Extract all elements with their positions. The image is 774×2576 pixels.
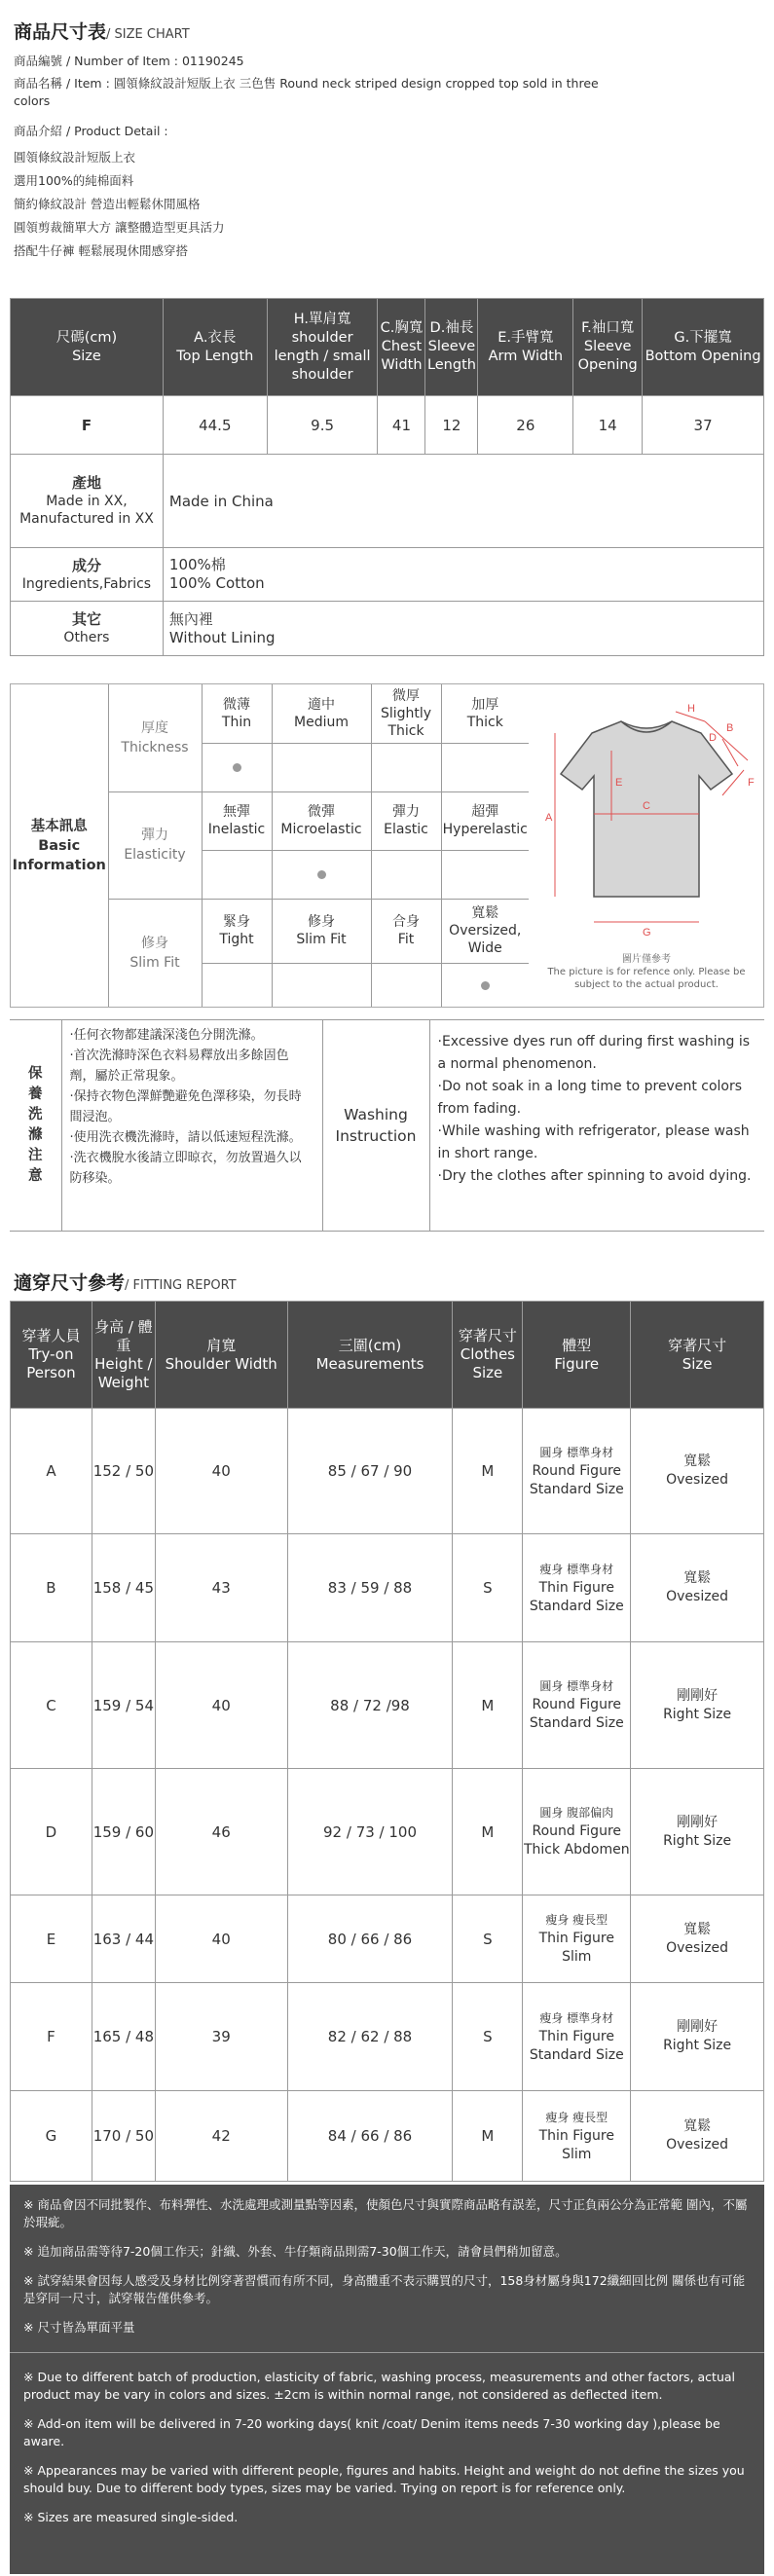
header-shoulder: H.單肩寬 shoulder length / small shoulder [267, 299, 378, 396]
fitting-table-header [11, 1302, 764, 1409]
detail-line: 圓領條紋設計短版上衣 [14, 150, 136, 165]
fit-person: D [11, 1769, 92, 1895]
fit-mark-cell [441, 963, 529, 1007]
note-en: ※ Sizes are measured single-sided. [23, 2510, 239, 2524]
fitting-row [11, 1769, 764, 1895]
header-size: 尺碼(cm) Size [11, 299, 164, 396]
thickness-mark-cell [441, 743, 529, 791]
fit-shoulder: 42 [155, 2091, 287, 2182]
note-en: ※ Add-on item will be delivered in 7-20 working days( knit /coat/ Denim items needs 7-30 working day ),please be aware. [23, 2416, 720, 2448]
size-cell: 26 [478, 396, 573, 455]
size-cell: 44.5 [163, 396, 267, 455]
garment-diagram [532, 692, 761, 945]
fit-size: M [453, 1642, 523, 1769]
fit-person: G [11, 2091, 92, 2182]
elasticity-mark-cell [441, 850, 529, 899]
item-name: 商品名稱 / Item : 圓領條紋設計短版上衣 三色售 Round neck striped design cropped top sold in three colors [14, 76, 599, 108]
fit-figure: 圓身 標準身材 Round Figure Standard Size [523, 1409, 631, 1534]
detail-line: 圓領剪裁簡單大方 讓整體造型更具活力 [14, 220, 225, 235]
elasticity-option: 彈力 Elastic [371, 791, 441, 850]
fit-size: M [453, 2091, 523, 2182]
elasticity-option: 微彈 Microelastic [272, 791, 371, 850]
thickness-selected-dot [233, 763, 241, 772]
fit-size: S [453, 1534, 523, 1642]
fit-selected-dot [481, 981, 490, 990]
fit-mark-cell [202, 963, 272, 1007]
size-cell: F [11, 396, 164, 455]
size-cell: 9.5 [267, 396, 378, 455]
fit-label: 修身 Slim Fit [108, 899, 202, 1007]
fit-option: 合身 Fit [371, 899, 441, 963]
fit-shoulder: 40 [155, 1895, 287, 1983]
fit-hw: 170 / 50 [92, 2091, 155, 2182]
fit-size: S [453, 1983, 523, 2091]
fit-figure: 瘦身 標準身材 Thin Figure Standard Size [523, 1534, 631, 1642]
header-arm-width: E.手臂寬 Arm Width [478, 299, 573, 396]
header-measurements: 三圍(cm) Measurements [287, 1302, 453, 1409]
basic-info-panel [10, 683, 764, 1008]
fit-mark-cell [272, 963, 371, 1007]
fit-size: M [453, 1769, 523, 1895]
detail-line: 簡約條紋設計 營造出輕鬆休閒風格 [14, 197, 201, 211]
fit-result: 寬鬆 Ovesized [631, 1534, 764, 1642]
washing-zh-item: ·使用洗衣機洗滌時，請以低速短程洗滌。 [69, 1130, 302, 1145]
note-en: ※ Due to different batch of production, elasticity of fabric, washing process, measurements and other factors, actual product may be vary in colors and sizes. ±2cm is within normal range, not considered as deflected item. [23, 2370, 735, 2402]
washing-en-list [429, 1019, 764, 1231]
washing-en-item: ·Do not soak in a long time to prevent colors from fading. [437, 1079, 743, 1117]
fit-hw: 158 / 45 [92, 1534, 155, 1642]
size-cell: 41 [378, 396, 425, 455]
notes-divider [10, 2352, 764, 2353]
washing-zh-item: ·首次洗滌時深色衣料易釋放出多餘固色劑，屬於正常現象。 [69, 1049, 289, 1084]
others-row [11, 602, 764, 656]
thickness-option: 加厚 Thick [441, 684, 529, 743]
washing-table [10, 1019, 764, 1231]
origin-value: Made in China [163, 455, 763, 548]
fit-result: 寬鬆 Ovesized [631, 1409, 764, 1534]
diagram-letter: C [643, 800, 650, 812]
fit-figure: 瘦身 瘦長型 Thin Figure Slim [523, 2091, 631, 2182]
header-top-length: A.衣長 Top Length [163, 299, 267, 396]
elasticity-mark-cell [371, 850, 441, 899]
thickness-mark-cell [272, 743, 371, 791]
thickness-mark-cell [371, 743, 441, 791]
washing-zh-list [61, 1019, 322, 1231]
header-clothes-size: 穿著尺寸 Clothes Size [453, 1302, 523, 1409]
washing-label-zh: 保養洗滌注意 [10, 1019, 61, 1231]
fit-person: A [11, 1409, 92, 1534]
ingredients-value: 100%棉 100% Cotton [163, 548, 763, 602]
fit-figure: 瘦身 瘦長型 Thin Figure Slim [523, 1895, 631, 1983]
others-value: 無內裡 Without Lining [163, 602, 763, 656]
fit-hw: 159 / 54 [92, 1642, 155, 1769]
diagram-letter: H [687, 703, 695, 715]
fit-option: 修身 Slim Fit [272, 899, 371, 963]
product-details [14, 146, 224, 263]
fit-figure: 圓身 腹部偏肉 Round Figure Thick Abdomen [523, 1769, 631, 1895]
diagram-letter: D [709, 732, 717, 744]
fit-shoulder: 43 [155, 1534, 287, 1642]
basic-info-table [11, 684, 529, 1007]
fit-measure: 84 / 66 / 86 [287, 2091, 453, 2182]
note-en: ※ Appearances may be varied with different people, figures and habits. Height and weight do not define the sizes you should buy. Due to different body types, sizes may be varied. Trying on report is for reference only. [23, 2463, 745, 2495]
header-sleeve-opening: F.袖口寬 Sleeve Opening [573, 299, 643, 396]
fit-result: 剛剛好 Right Size [631, 1983, 764, 2091]
washing-en-item: ·While washing with refrigerator, please wash in short range. [437, 1123, 750, 1161]
ingredients-row [11, 548, 764, 602]
fitting-table [10, 1301, 764, 2182]
size-row-f [11, 396, 764, 455]
washing-top-rule [10, 1019, 764, 1020]
fit-measure: 83 / 59 / 88 [287, 1534, 453, 1642]
fit-hw: 159 / 60 [92, 1769, 155, 1895]
ingredients-label: 成分 Ingredients,Fabrics [11, 548, 164, 602]
fit-size: S [453, 1895, 523, 1983]
fit-option: 緊身 Tight [202, 899, 272, 963]
fit-measure: 88 / 72 /98 [287, 1642, 453, 1769]
fitting-row [11, 1642, 764, 1769]
fitting-row [11, 1534, 764, 1642]
header-shoulder-width: 肩寬 Shoulder Width [155, 1302, 287, 1409]
elasticity-mark-cell [202, 850, 272, 899]
header-height-weight: 身高 / 體重 Height / Weight [92, 1302, 155, 1409]
thickness-option: 適中 Medium [272, 684, 371, 743]
fit-figure: 圓身 標準身材 Round Figure Standard Size [523, 1642, 631, 1769]
fit-mark-cell [371, 963, 441, 1007]
fit-measure: 85 / 67 / 90 [287, 1409, 453, 1534]
fit-shoulder: 46 [155, 1769, 287, 1895]
elasticity-option: 無彈 Inelastic [202, 791, 272, 850]
thickness-option: 微薄 Thin [202, 684, 272, 743]
fit-measure: 80 / 66 / 86 [287, 1895, 453, 1983]
size-cell: 12 [425, 396, 478, 455]
fitting-row [11, 1983, 764, 2091]
fit-hw: 163 / 44 [92, 1895, 155, 1983]
size-cell: 14 [573, 396, 643, 455]
fitting-report-title: 適穿尺寸參考/ FITTING REPORT [14, 1272, 237, 1294]
item-number: 商品編號 / Number of Item : 01190245 [14, 54, 244, 68]
fitting-row [11, 1409, 764, 1534]
header-figure: 體型 Figure [523, 1302, 631, 1409]
fitting-row [11, 2091, 764, 2182]
fit-hw: 165 / 48 [92, 1983, 155, 2091]
fit-measure: 82 / 62 / 88 [287, 1983, 453, 2091]
washing-en-item: ·Dry the clothes after spinning to avoid dying. [437, 1168, 752, 1184]
others-label: 其它 Others [11, 602, 164, 656]
fit-figure: 瘦身 標準身材 Thin Figure Standard Size [523, 1983, 631, 2091]
note-zh: ※ 追加商品需等待7-20個工作天；針織、外套、牛仔類商品則需7-30個工作天，請會員們稍加留意。 [23, 2244, 568, 2259]
header-bottom-opening: G.下擺寬 Bottom Opening [643, 299, 764, 396]
fit-person: F [11, 1983, 92, 2091]
diagram-letter: E [615, 777, 623, 789]
size-table-header [11, 299, 764, 396]
note-zh: ※ 商品會因不同批製作、布料彈性、水洗處理或測量點等因素，使顏色尺寸與實際商品略有誤差，尺寸正負兩公分為正常範 圍內，不屬於瑕疵。 [23, 2197, 748, 2229]
fit-size: M [453, 1409, 523, 1534]
header-chest: C.胸寬 Chest Width [378, 299, 425, 396]
elasticity-label: 彈力 Elasticity [108, 791, 202, 899]
thickness-label: 厚度 Thickness [108, 684, 202, 791]
fit-person: C [11, 1642, 92, 1769]
size-table [10, 298, 764, 656]
detail-line: 選用100%的純棉面料 [14, 173, 134, 188]
washing-label-en: Washing Instruction [322, 1019, 429, 1231]
header-sleeve-length: D.袖長 Sleeve Length [425, 299, 478, 396]
thickness-option: 微厚 Slightly Thick [371, 684, 441, 743]
detail-line: 搭配牛仔褲 輕鬆展現休閒感穿搭 [14, 243, 188, 258]
fit-result: 寬鬆 Ovesized [631, 2091, 764, 2182]
size-cell: 37 [643, 396, 764, 455]
notes-panel [10, 2185, 764, 2574]
washing-en-item: ·Excessive dyes run off during first washing is a normal phenomenon. [437, 1034, 751, 1072]
product-detail-title: 商品介紹 / Product Detail : [14, 124, 168, 138]
fit-result: 寬鬆 Ovesized [631, 1895, 764, 1983]
elasticity-mark-cell [272, 850, 371, 899]
note-zh: ※ 尺寸皆為單面平量 [23, 2320, 135, 2335]
diagram-caption: 圖片僅參考 The picture is for refence only. Please be subject to the actual product. [547, 954, 746, 990]
diagram-letter: A [545, 812, 553, 824]
fit-shoulder: 40 [155, 1409, 287, 1534]
diagram-letter: F [748, 777, 755, 789]
header-person: 穿著人員 Try-on Person [11, 1302, 92, 1409]
elasticity-option: 超彈 Hyperelastic [441, 791, 529, 850]
washing-zh-item: ·保持衣物色澤鮮艷避免色澤移染，勿長時間浸泡。 [69, 1089, 302, 1124]
fit-measure: 92 / 73 / 100 [287, 1769, 453, 1895]
note-zh: ※ 試穿結果會因每人感受及身材比例穿著習慣而有所不同，身高體重不表示購買的尺寸，158身材屬身與172纖細回比例 關係也有可能是穿同一尺寸，試穿報告僅供參考。 [23, 2273, 746, 2305]
fitting-row [11, 1895, 764, 1983]
washing-bottom-rule [10, 1231, 764, 1232]
fit-person: B [11, 1534, 92, 1642]
fit-result: 剛剛好 Right Size [631, 1769, 764, 1895]
washing-zh-item: ·任何衣物都建議深淺色分開洗滌。 [69, 1028, 264, 1043]
fit-result: 剛剛好 Right Size [631, 1642, 764, 1769]
origin-label: 產地 Made in XX, Manufactured in XX [11, 455, 164, 548]
fit-shoulder: 39 [155, 1983, 287, 2091]
washing-zh-item: ·洗衣機脫水後請立即晾衣，勿放置過久以防移染。 [69, 1151, 302, 1186]
origin-row [11, 455, 764, 548]
diagram-letter: G [643, 927, 651, 938]
thickness-mark-cell [202, 743, 272, 791]
diagram-letter: B [726, 722, 734, 734]
fit-hw: 152 / 50 [92, 1409, 155, 1534]
fit-option: 寬鬆 Oversized, Wide [441, 899, 529, 963]
header-fit: 穿著尺寸 Size [631, 1302, 764, 1409]
fit-shoulder: 40 [155, 1642, 287, 1769]
basic-info-label: 基本訊息 Basic Information [12, 818, 106, 873]
size-chart-title: 商品尺寸表/ SIZE CHART [14, 21, 190, 43]
elasticity-selected-dot [317, 870, 326, 879]
fit-person: E [11, 1895, 92, 1983]
